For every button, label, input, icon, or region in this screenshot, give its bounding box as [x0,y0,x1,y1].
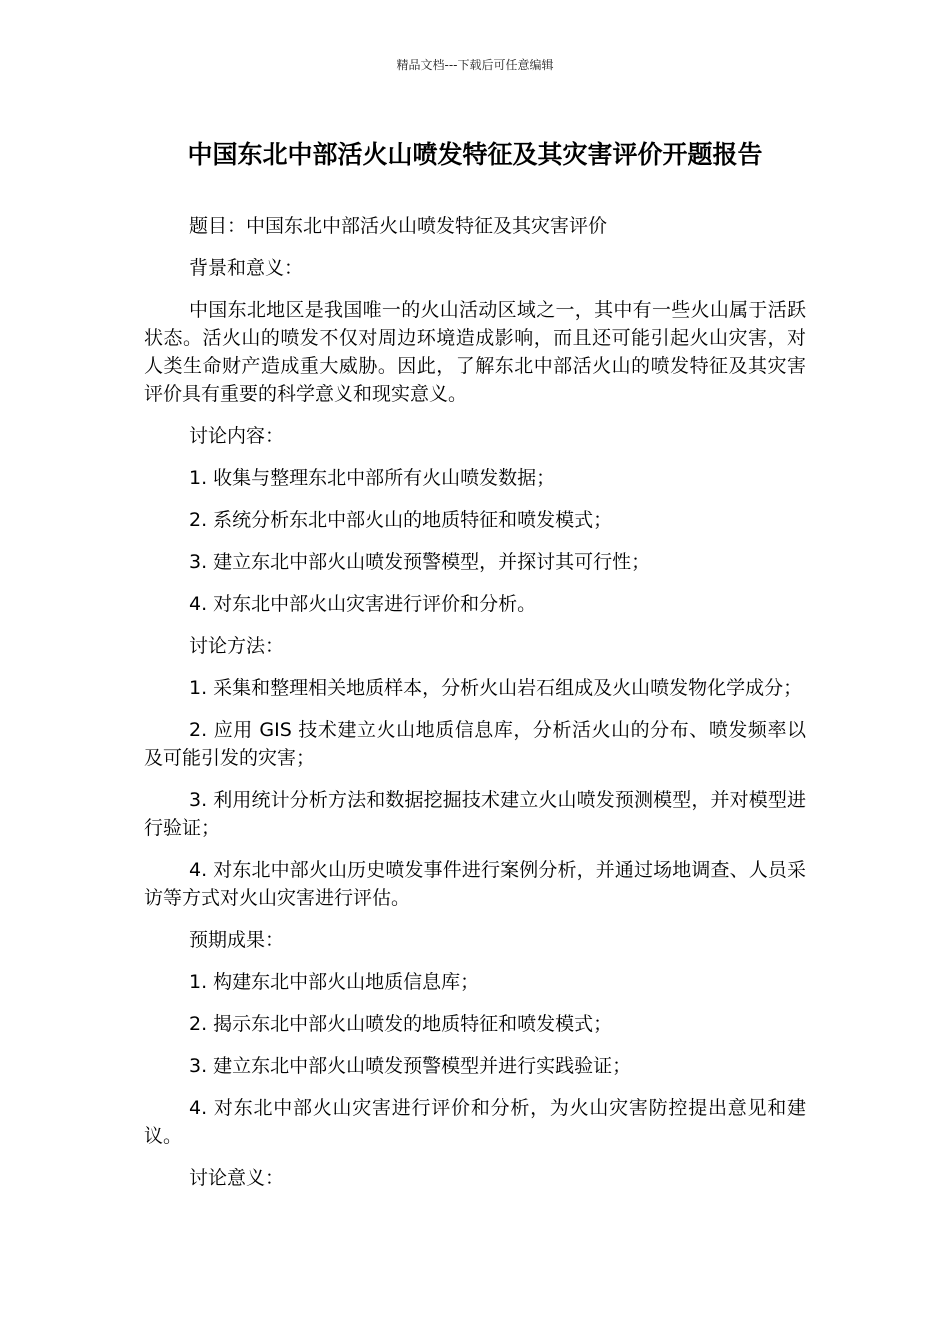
list-item: 1. 收集与整理东北中部所有火山喷发数据； [189,467,556,489]
list-item: 2. 揭示东北中部火山喷发的地质特征和喷发模式； [189,1013,613,1035]
list-item: 2. 应用 GIS 技术建立火山地质信息库，分析活火山的分布、喷发频率以及可能引发的灾害； [144,719,806,769]
section-heading-background: 背景和意义： [189,257,304,279]
topic-line: 题目：中国东北中部活火山喷发特征及其灾害评价 [189,215,608,237]
list-item: 2. 系统分析东北中部火山的地质特征和喷发模式； [189,509,613,531]
background-paragraph: 中国东北地区是我国唯一的火山活动区域之一，其中有一些火山属于活跃状态。活火山的喷发不仅对周边环境造成影响，而且还可能引起火山灾害，对人类生命财产造成重大威胁。因此，了解东北中部活火山的喷发特征及其灾害评价具有重要的科学意义和现实意义。 [144,299,806,405]
section-heading-content: 讨论内容： [189,425,285,447]
list-item: 1. 采集和整理相关地质样本，分析火山岩石组成及火山喷发物化学成分； [189,677,803,699]
section-heading-significance: 讨论意义： [189,1167,285,1189]
list-item: 4. 对东北中部火山历史喷发事件进行案例分析，并通过场地调查、人员采访等方式对火山灾害进行评估。 [144,859,806,909]
section-heading-methods: 讨论方法： [189,635,285,657]
document-body [144,212,806,1206]
list-item: 4. 对东北中部火山灾害进行评价和分析。 [189,593,537,615]
list-item: 3. 利用统计分析方法和数据挖掘技术建立火山喷发预测模型，并对模型进行验证； [144,789,806,839]
list-item: 3. 建立东北中部火山喷发预警模型并进行实践验证； [189,1055,632,1077]
header-note: 精品文档---下载后可任意编辑 [396,58,554,72]
document-title: 中国东北中部活火山喷发特征及其灾害评价开题报告 [187,140,763,169]
section-heading-outcomes: 预期成果： [189,929,285,951]
list-item: 4. 对东北中部火山灾害进行评价和分析，为火山灾害防控提出意见和建议。 [144,1097,806,1147]
list-item: 1. 构建东北中部火山地质信息库； [189,971,480,993]
list-item: 3. 建立东北中部火山喷发预警模型，并探讨其可行性； [189,551,651,573]
